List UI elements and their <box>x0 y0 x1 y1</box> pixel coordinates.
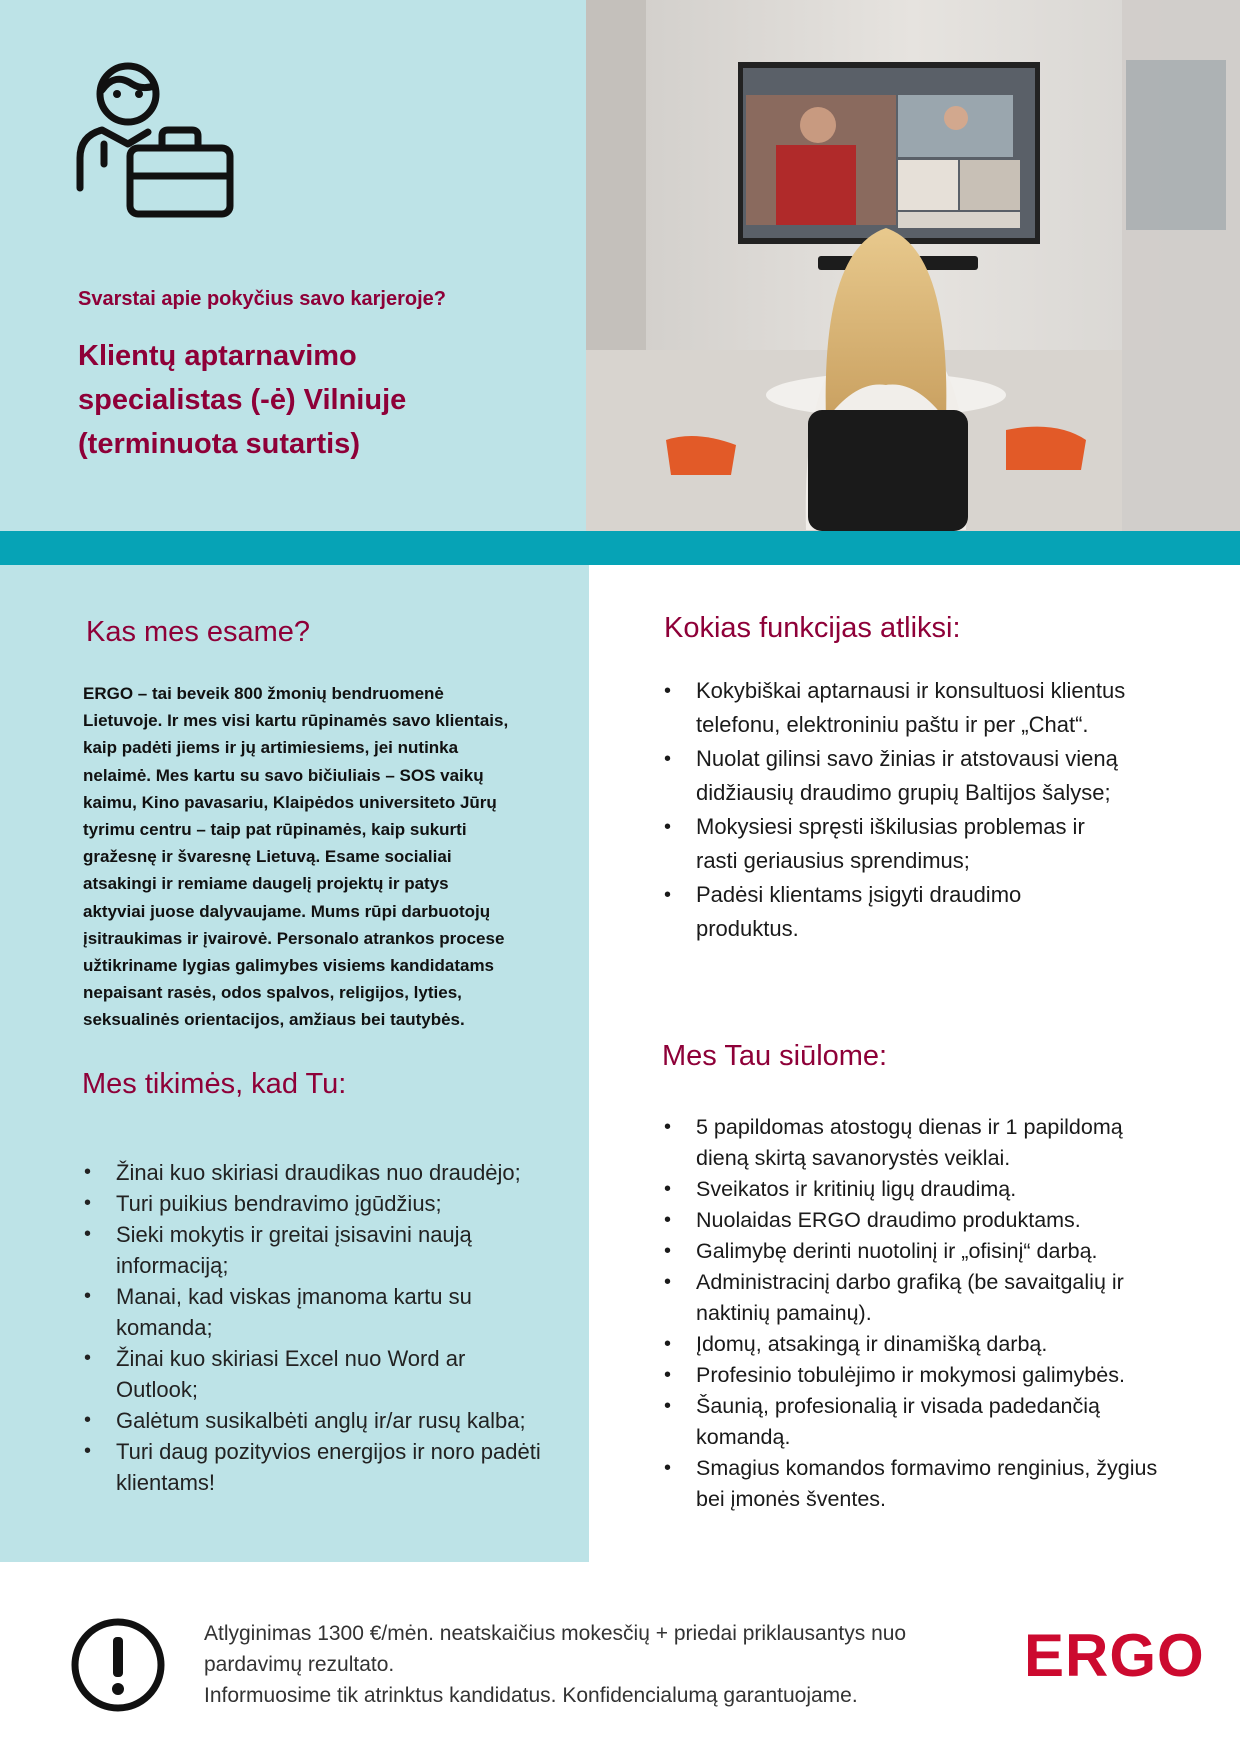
footer-line: Atlyginimas 1300 €/mėn. neatskaičius mokesčių + priedai priklausantys nuo <box>204 1622 907 1645</box>
about-line: aktyviai juose dalyvaujame. Mums rūpi darbuotojų <box>83 901 491 921</box>
about-line: tyrimu centru – taip pat rūpinamės, kaip sukurti <box>83 820 467 840</box>
list-item-line: 5 papildomas atostogų dienas ir 1 papildomą <box>696 1115 1123 1139</box>
person-with-briefcase-icon <box>70 60 240 220</box>
list-item <box>664 878 1184 946</box>
about-line: nepaisant rasės, odos spalvos, religijos, lyties, <box>83 983 462 1003</box>
expect-heading: Mes tikimės, kad Tu: <box>82 1068 347 1100</box>
job-title-line: specialistas (-ė) Vilniuje <box>78 384 407 416</box>
list-item-line: Turi daug pozityvios energijos ir noro padėti <box>116 1439 541 1464</box>
bullet-icon: • <box>84 1285 92 1307</box>
about-line: seksualinės orientacijos, amžiaus bei tautybės. <box>83 1010 465 1030</box>
bullet-icon: • <box>664 1457 672 1479</box>
bullet-icon: • <box>664 680 672 702</box>
list-item-line: naktinių pamainų). <box>696 1301 872 1325</box>
about-line: Lietuvoje. Ir mes visi kartu rūpinamės savo klientais, <box>83 711 509 731</box>
bullet-icon: • <box>84 1440 92 1462</box>
list-item <box>664 1360 1204 1391</box>
list-item-line: klientams! <box>116 1470 216 1495</box>
list-item <box>84 1436 574 1498</box>
list-item-line: Galimybę derinti nuotolinį ir „ofisinį“ darbą. <box>696 1239 1098 1263</box>
list-item <box>664 674 1184 742</box>
about-line: ERGO – tai beveik 800 žmonių bendruomenė <box>83 684 444 703</box>
bullet-icon: • <box>664 1364 672 1386</box>
list-item <box>664 1391 1204 1453</box>
list-item-line: Mokysiesi spręsti iškilusias problemas ir <box>696 814 1085 839</box>
list-item <box>84 1405 574 1436</box>
functions-list <box>664 674 1184 946</box>
kicker-text: Svarstai apie pokyčius savo karjeroje? <box>78 288 446 310</box>
list-item-line: Kokybiškai aptarnausi ir konsultuosi klientus <box>696 678 1126 703</box>
about-paragraph <box>83 680 533 1034</box>
list-item <box>664 1205 1204 1236</box>
bullet-icon: • <box>84 1409 92 1431</box>
about-line: įsitraukimas ir įvairovė. Personalo atrankos procese <box>83 928 505 948</box>
list-item <box>664 1453 1204 1515</box>
functions-heading: Kokias funkcijas atliksi: <box>664 612 961 644</box>
about-heading: Kas mes esame? <box>86 616 311 648</box>
bullet-icon: • <box>664 1395 672 1417</box>
list-item <box>84 1188 574 1219</box>
list-item-line: bei įmonės šventes. <box>696 1487 887 1511</box>
offer-heading: Mes Tau siūlome: <box>662 1040 888 1072</box>
list-item <box>664 810 1184 878</box>
bullet-icon: • <box>664 816 672 838</box>
list-item-line: rasti geriausius sprendimus; <box>696 848 970 873</box>
footer-note <box>204 1618 984 1711</box>
list-item <box>664 1174 1204 1205</box>
list-item <box>84 1157 574 1188</box>
list-item-line: telefonu, elektroniniu paštu ir per „Chat“. <box>696 712 1089 737</box>
list-item-line: Smagius komandos formavimo renginius, žygius <box>696 1456 1158 1480</box>
bullet-icon: • <box>84 1347 92 1369</box>
list-item <box>84 1281 574 1343</box>
bullet-icon: • <box>84 1223 92 1245</box>
hero-photo <box>586 0 1240 531</box>
bullet-icon: • <box>664 1209 672 1231</box>
ergo-logo: ERGO <box>1024 1622 1205 1689</box>
offer-list <box>664 1112 1204 1515</box>
list-item-line: Žinai kuo skiriasi Excel nuo Word ar <box>116 1346 466 1371</box>
bullet-icon: • <box>664 1240 672 1262</box>
list-item-line: Šaunią, profesionalią ir visada padedančią <box>696 1394 1100 1418</box>
list-item <box>664 742 1184 810</box>
about-line: užtikriname lygias galimybes visiems kandidatams <box>83 956 495 976</box>
list-item <box>664 1236 1204 1267</box>
list-item-line: Administracinį darbo grafiką (be savaitgalių ir <box>696 1270 1124 1294</box>
list-item-line: Žinai kuo skiriasi draudikas nuo draudėjo; <box>116 1160 521 1185</box>
divider-band <box>0 531 1240 565</box>
list-item-line: Sieki mokytis ir greitai įsisavini naują <box>116 1222 472 1247</box>
list-item <box>664 1329 1204 1360</box>
bullet-icon: • <box>664 748 672 770</box>
list-item-line: Galėtum susikalbėti anglų ir/ar rusų kalba; <box>116 1408 526 1433</box>
list-item-line: Nuolat gilinsi savo žinias ir atstovausi vieną <box>696 746 1118 771</box>
list-item-line: Turi puikius bendravimo įgūdžius; <box>116 1191 442 1216</box>
list-item-line: Padėsi klientams įsigyti draudimo <box>696 882 1022 907</box>
list-item-line: informaciją; <box>116 1253 229 1278</box>
bullet-icon: • <box>664 1178 672 1200</box>
bullet-icon: • <box>664 1333 672 1355</box>
list-item-line: Įdomų, atsakingą ir dinamišką darbą. <box>696 1332 1048 1356</box>
bullet-icon: • <box>84 1192 92 1214</box>
video-meeting-photo <box>586 0 1240 531</box>
list-item-line: komanda; <box>116 1315 213 1340</box>
bullet-icon: • <box>664 1271 672 1293</box>
about-line: kaimu, Kino pavasariu, Klaipėdos universiteto Jūrų <box>83 792 497 812</box>
list-item-line: Outlook; <box>116 1377 198 1402</box>
footer-line: pardavimų rezultato. <box>204 1653 395 1676</box>
about-line: nelaimė. Mes kartu su savo bičiuliais – SOS vaikų <box>83 765 484 785</box>
list-item <box>664 1267 1204 1329</box>
list-item <box>84 1343 574 1405</box>
about-line: atsakingi ir remiame daugelį projektų ir patys <box>83 874 449 894</box>
list-item-line: Manai, kad viskas įmanoma kartu su <box>116 1284 472 1309</box>
job-title-line: (terminuota sutartis) <box>78 428 360 460</box>
footer-line: Informuosime tik atrinktus kandidatus. Konfidencialumą garantuojame. <box>204 1684 858 1707</box>
exclamation-circle-icon <box>70 1617 166 1713</box>
job-title-line: Klientų aptarnavimo <box>78 340 357 372</box>
about-line: kaip padėti jiems ir jų artimiesiems, jei nutinka <box>83 738 459 758</box>
job-title <box>78 334 518 466</box>
list-item-line: Profesinio tobulėjimo ir mokymosi galimybės. <box>696 1363 1125 1387</box>
list-item-line: komandą. <box>696 1425 791 1449</box>
list-item-line: Sveikatos ir kritinių ligų draudimą. <box>696 1177 1017 1201</box>
list-item-line: Nuolaidas ERGO draudimo produktams. <box>696 1208 1081 1232</box>
list-item-line: produktus. <box>696 916 799 941</box>
list-item-line: didžiausių draudimo grupių Baltijos šalyse; <box>696 780 1111 805</box>
list-item <box>84 1219 574 1281</box>
list-item-line: dieną skirtą savanorystės veiklai. <box>696 1146 1011 1170</box>
list-item <box>664 1112 1204 1174</box>
about-line: gražesnę ir švaresnę Lietuvą. Esame socialiai <box>83 847 452 867</box>
expect-list <box>84 1157 574 1498</box>
bullet-icon: • <box>664 1116 672 1138</box>
bullet-icon: • <box>664 884 672 906</box>
bullet-icon: • <box>84 1161 92 1183</box>
